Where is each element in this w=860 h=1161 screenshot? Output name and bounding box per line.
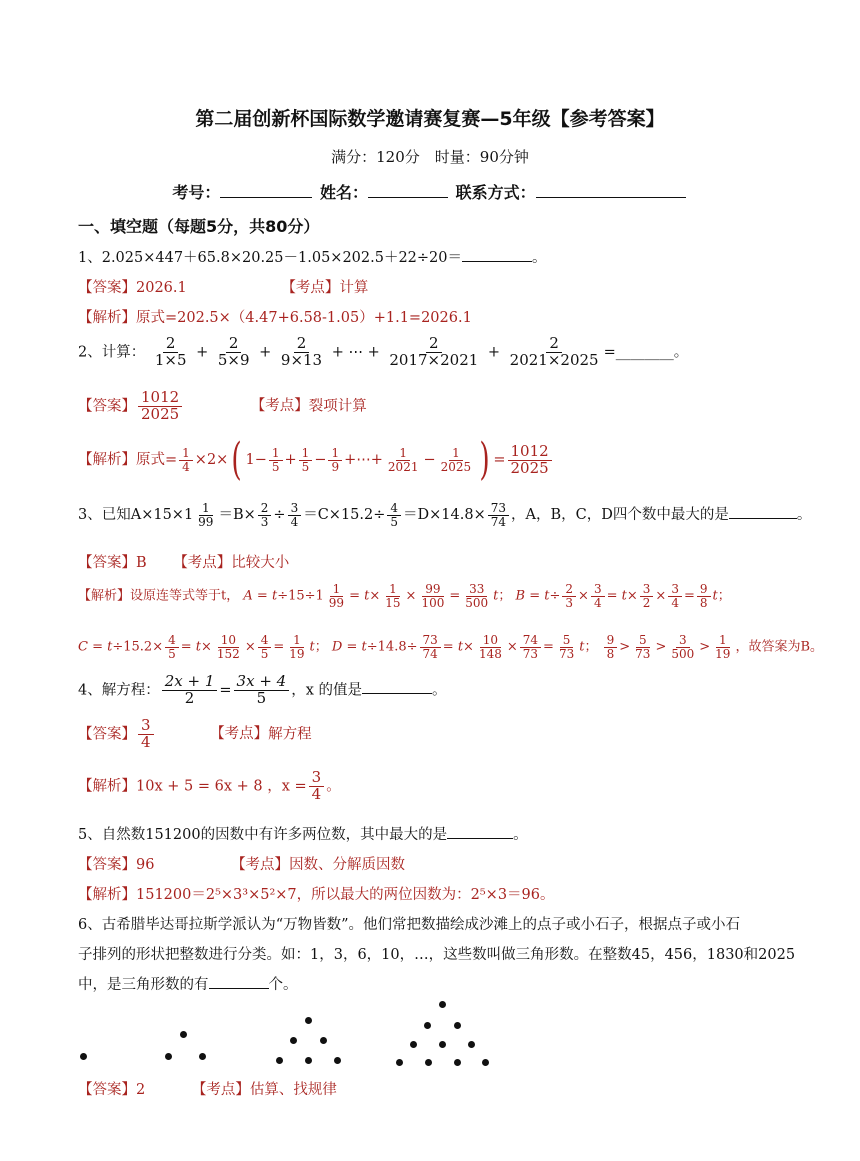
answer-value: 96 xyxy=(136,857,155,873)
dot xyxy=(305,1057,312,1064)
punct: 。 xyxy=(432,682,447,699)
dot xyxy=(439,1041,446,1048)
topic-value: 计算 xyxy=(339,280,369,296)
dot xyxy=(276,1057,283,1064)
punct: 个。 xyxy=(268,977,298,993)
answer-line-5 xyxy=(78,853,405,874)
topic-tag: 【考点】 xyxy=(210,726,269,743)
answer-blank xyxy=(362,681,432,694)
dot xyxy=(305,1017,312,1024)
punct: 。 xyxy=(532,250,547,266)
name-blank[interactable] xyxy=(368,183,448,198)
question-6-line-1: 6、古希腊毕达哥拉斯学派认为“万物皆数”。他们常把数描绘成沙滩上的点子或小石子，根据点子或小石 xyxy=(78,917,741,933)
dot xyxy=(439,1001,446,1008)
question-6-text: 中，是三角形数的有 xyxy=(78,977,209,993)
question-4-prefix: 4、解方程： xyxy=(78,682,160,699)
page-title: 第二届创新杯国际数学邀请赛复赛—5年级【参考答案】 xyxy=(195,108,665,130)
exam-info: 满分：120分 时量：90分钟 xyxy=(331,148,529,166)
answer-tag: 【答案】 xyxy=(78,398,136,415)
question-2-end: =________。 xyxy=(603,344,689,361)
analysis-line-5 xyxy=(78,883,555,904)
topic-tag: 【考点】 xyxy=(281,280,340,296)
analysis-prefix: 设原连等式等于t， xyxy=(130,588,240,604)
dot xyxy=(424,1022,431,1029)
analysis-tag: 【解析】 xyxy=(78,452,136,468)
answer-line-2 xyxy=(78,390,367,423)
question-6-line-3 xyxy=(78,973,298,994)
topic-value: 裂项计算 xyxy=(308,398,367,415)
fraction: $\frac{2}{2021\times 2025}$ xyxy=(509,334,599,369)
question-4: 4、解方程： $\frac{2x + 1}{2}$ = $\frac{3x + 4}{5}$ ，x 的值是 。 xyxy=(78,672,447,707)
dot xyxy=(454,1022,461,1029)
topic-value: 解方程 xyxy=(268,726,312,743)
analysis-tag: 【解析】 xyxy=(78,887,136,903)
answer-tag: 【答案】 xyxy=(78,1082,136,1098)
exam-no-blank[interactable] xyxy=(220,183,312,198)
topic-value: 比较大小 xyxy=(231,555,290,571)
contact-label: 联系方式： xyxy=(455,183,536,202)
analysis-line-2: 【解析】原式= $\frac{1}{4}$ ×2×( 1− $\frac{1}{5}$ + $\frac{1}{5}$ − $\frac{1}{9}$ +⋯+ $\frac{1}{2021}$ − $\frac{1}{2025}$ ) = $\frac{1012}{2025}$ xyxy=(78,438,554,482)
q3-mid3: ＝D×14.8× xyxy=(403,507,486,524)
dot xyxy=(80,1053,87,1060)
exam-no-label: 考号： xyxy=(172,183,221,202)
punct: 。 xyxy=(513,827,528,843)
question-2-prefix: 2、计算： xyxy=(78,344,146,361)
contact-blank[interactable] xyxy=(536,183,686,198)
dot xyxy=(425,1059,432,1066)
topic-tag: 【考点】 xyxy=(173,555,232,571)
analysis-text: 151200＝2⁵×3³×5²×7，所以最大的两位因数为：2⁵×3＝96。 xyxy=(136,887,555,903)
fraction: $\frac{2}{5\times 9}$ xyxy=(217,334,250,369)
answer-blank xyxy=(729,506,797,519)
answer-tag: 【答案】 xyxy=(78,280,136,296)
q3-mid1: ＝B× xyxy=(218,507,256,524)
analysis-line-1 xyxy=(78,306,472,327)
fraction: $\frac{2}{9\times 13}$ xyxy=(280,334,323,369)
punct: 。 xyxy=(796,507,812,524)
dot xyxy=(482,1059,489,1066)
dot xyxy=(468,1041,475,1048)
answer-line-1 xyxy=(78,276,368,297)
analysis-end: ，故答案为B。 xyxy=(735,639,823,655)
question-3: 3、已知A×15×1 $\frac{1}{99}$ ＝B× $\frac{2}{3}$ ÷ $\frac{3}{4}$ ＝C×15.2÷ $\frac{4}{5}$ ＝D×14.8× $\frac{73}{74}$ ，A，B，C，D四个数中最大的是 。 xyxy=(78,501,812,529)
analysis-tag: 【解析】 xyxy=(78,778,136,795)
dot xyxy=(199,1053,206,1060)
dot xyxy=(410,1041,417,1048)
section-title: 一、填空题（每题5分，共80分） xyxy=(78,217,320,236)
dot xyxy=(454,1059,461,1066)
candidate-fields xyxy=(0,180,860,203)
analysis-tag: 【解析】 xyxy=(78,588,131,604)
analysis-end: 。 xyxy=(326,778,341,795)
question-6-line-2: 子排列的形状把整数进行分类。如：1，3，6，10，…，这些数叫做三角形数。在整数45，456，1830和2025 xyxy=(78,947,796,963)
question-5 xyxy=(78,823,528,844)
answer-tag: 【答案】 xyxy=(78,857,136,873)
topic-tag: 【考点】 xyxy=(191,1082,250,1098)
question-5-text: 5、自然数151200的因数中有许多两位数，其中最大的是 xyxy=(78,827,448,843)
dot xyxy=(290,1037,297,1044)
answer-blank xyxy=(462,249,532,262)
dot xyxy=(165,1053,172,1060)
question-1 xyxy=(78,246,547,267)
question-4-tail: ，x 的值是 xyxy=(291,682,362,699)
answer-blank xyxy=(447,826,513,839)
topic-value: 估算、找规律 xyxy=(249,1082,337,1098)
answer-fraction: $\frac{3}{4}$ xyxy=(138,718,154,751)
fraction: $\frac{2}{1\times 5}$ xyxy=(154,334,187,369)
question-1-text: 1、2.025×447＋65.8×20.25－1.05×202.5＋22÷20＝ xyxy=(78,250,463,266)
question-3-prefix: 3、已知A×15×1 xyxy=(78,507,194,524)
topic-tag: 【考点】 xyxy=(231,857,290,873)
dot xyxy=(396,1059,403,1066)
answer-line-3 xyxy=(78,551,289,572)
q3-tail: ，A，B，C，D四个数中最大的是 xyxy=(511,507,729,524)
answer-line-4 xyxy=(78,718,312,751)
answer-blank xyxy=(209,976,269,989)
answer-line-6 xyxy=(78,1078,337,1099)
analysis-equation: 10x + 5 = 6x + 8 ，x = xyxy=(136,778,307,795)
analysis-text: 原式=202.5×（4.47+6.58-1.05）+1.1=2026.1 xyxy=(136,310,472,326)
analysis-prefix: 原式= xyxy=(136,452,178,468)
answer-value: 2026.1 xyxy=(136,280,187,296)
fraction: $\frac{2}{2017\times 2021}$ xyxy=(389,334,479,369)
answer-fraction: $\frac{1012}{2025}$ xyxy=(138,390,182,423)
dot xyxy=(320,1037,327,1044)
q3-mid2: ＝C×15.2÷ xyxy=(303,507,386,524)
analysis-line-3a: 【解析】设原连等式等于t， A = t÷15÷1 $\frac{1}{99}$ = t× $\frac{1}{15}$ × $\frac{99}{100}$ = $\frac{33}{500}$ t； B = t÷ $\frac{2}{3}$ × $\frac{3}{4}$ = t× $\frac{3}{2}$ × $\frac{3}{4}$ = $\frac{9}{8}$ t； xyxy=(78,582,731,610)
name-label: 姓名： xyxy=(319,183,368,202)
dot xyxy=(334,1057,341,1064)
answer-tag: 【答案】 xyxy=(78,726,136,743)
question-2: 2、计算： $\frac{2}{1\times 5}$ + $\frac{2}{5\times 9}$ + $\frac{2}{9\times 13}$ + ⋯ + $\frac{2}{2017\times 2021}$ + $\frac{2}{2021\times 2025}$ =________。 xyxy=(78,334,689,369)
analysis-line-3b: C = t÷15.2× $\frac{4}{5}$ = t× $\frac{10}{152}$ × $\frac{4}{5}$ = $\frac{1}{19}$ t； D = t÷14.8÷ $\frac{73}{74}$ = t× $\frac{10}{148}$ × $\frac{74}{73}$ = $\frac{5}{73}$ t； $\frac{9}{8}$ > $\frac{5}{73}$ > $\frac{3}{500}$ > $\frac{1}{19}$ ，故答案为B。 xyxy=(78,633,823,661)
analysis-line-4: 【解析】10x + 5 = 6x + 8 ，x = $\frac{3}{4}$ 。 xyxy=(78,768,341,803)
answer-value: 2 xyxy=(136,1082,146,1098)
analysis-tag: 【解析】 xyxy=(78,310,136,326)
answer-tag: 【答案】 xyxy=(78,555,136,571)
answer-value: B xyxy=(136,555,147,571)
topic-tag: 【考点】 xyxy=(250,398,309,415)
dot xyxy=(180,1031,187,1038)
topic-value: 因数、分解质因数 xyxy=(289,857,406,873)
